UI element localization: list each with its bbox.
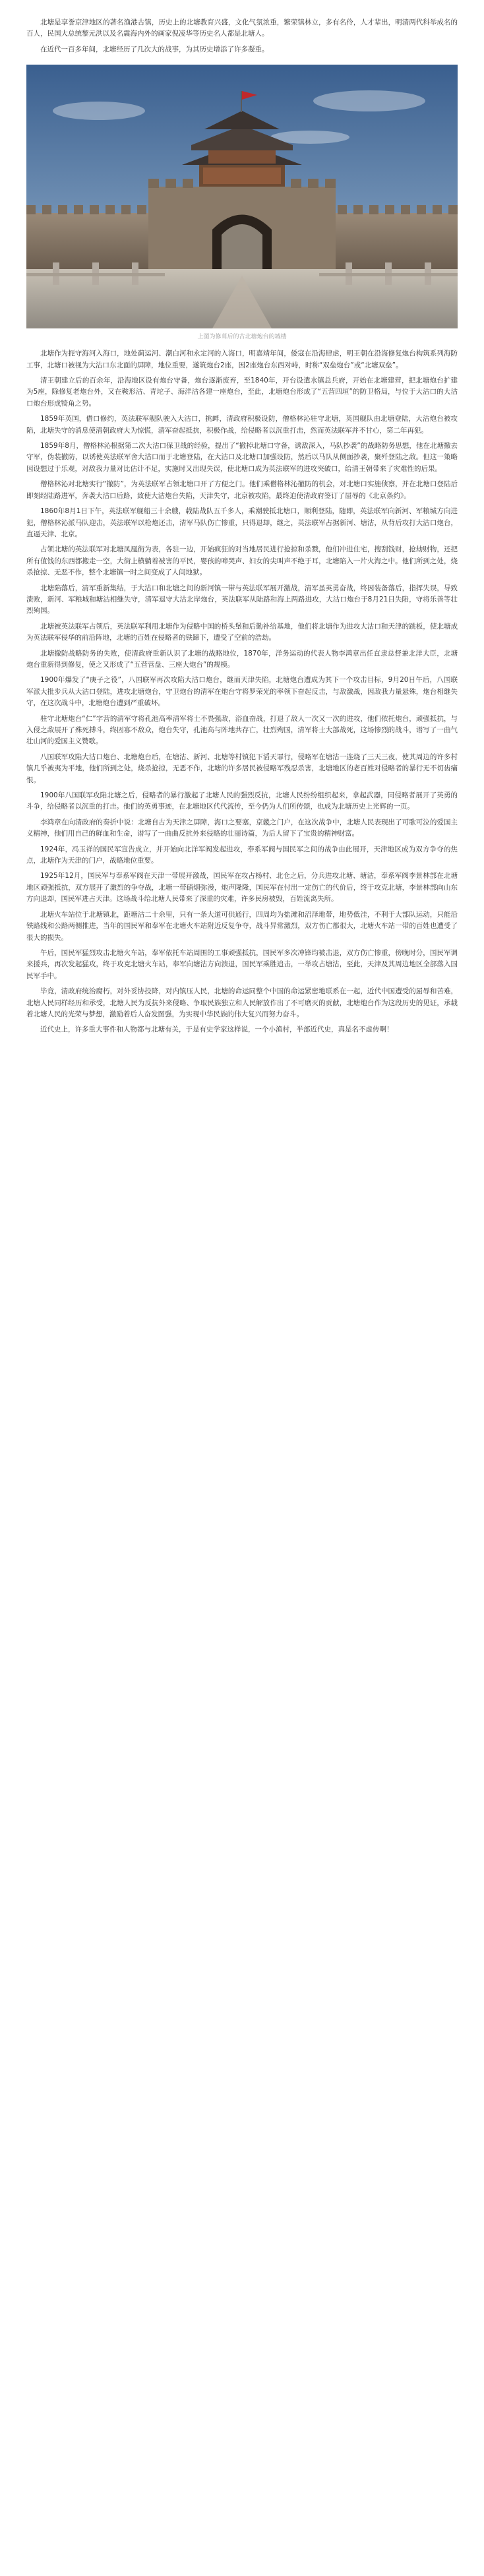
body-paragraph: 北塘火车站位于北塘镇北，距塘沽二十余里，只有一条大道可供通行，四周均为盐滩和沼泽地带，地势低洼，不利于大部队运动，只能沿铁路线和公路两侧推进，当年的国民军和奉军在北塘火车站附近反复争夺，战斗异常激烈，双方伤亡都很大，北塘火车站一带的百姓也遭受了很大的损失。 — [26, 910, 458, 942]
closing-paragraph: 近代史上，许多重大事件和人物都与北塘有关，于是有史学家这样说，一个小渔村，半部近代史，真是名不虚传啊！ — [40, 1026, 394, 1034]
body-paragraph: 毕竟，清政府统治腐朽，对外妥协投降，对内镇压人民，北塘的命运同整个中国的命运紧密地联系在一起，近代中国遭受的屈辱和苦难，北塘人民同样经历和承受，北塘人民为反抗外来侵略、争取民族独立和人民解放作出了不可磨灭的贡献，北塘炮台作为这段历史的见证，承载着北塘人民的光荣与梦想，激励着后人奋发图强，为实现中华民族的伟大复兴而努力奋斗。 — [26, 987, 458, 1018]
photo-caption: 上图为修葺后的古北塘炮台的城楼 — [197, 334, 287, 341]
body-paragraph: 北塘被英法联军占领后，英法联军利用北塘作为侵略中国的桥头堡和后勤补给基地，他们将北塘作为进攻大沽口和天津的跳板，使北塘成为英法联军侵华的前沿阵地，北塘的百姓在侵略者的铁蹄下，遭受了空前的浩劫。 — [26, 622, 458, 642]
intro-paragraph-2: 在近代一百多年间，北塘经历了几次大的战事，为其历史增添了许多凝重。 — [40, 45, 269, 53]
body-paragraph: 北塘作为扼守海河入海口，地处蓟运河、潮白河和永定河的入海口，明嘉靖年间，倭寇在沿海肆虐，明王朝在沿海修复炮台构筑系列海防工事，北塘口被视为大沽口东北面的屏障，地位重要，遂筑炮台2座，因2座炮台东西对峙，时称“双垒炮台”或“北塘双垒”。 — [26, 350, 458, 369]
intro-paragraph-1: 北塘是享誉京津地区的著名渔港古镇，历史上的北塘教育兴盛，文化气氛浓重，繁荣镇林立，多有名伶，人才辈出，明清两代科举成名的百人，民国大总统黎元洪以及名震海内外的画家倪凌华等历史名人都是北塘人。 — [26, 18, 458, 38]
body-paragraph: 李鸿章在向清政府的奏折中说：北塘自古为天津之屏障，海口之要塞，京畿之门户，在这次战争中，北塘人民表现出了可歌可泣的爱国主义精神，他们用自己的鲜血和生命，谱写了一曲曲反抗外来侵略的壮丽诗篇，为后人留下了宝贵的精神财富。 — [26, 818, 458, 838]
body-paragraph: 占领北塘的英法联军对北塘凤凰街为表，各驻一边，开始疯狂的对当地居民进行抢掠和杀戮，他们冲进住宅，搜刮钱财，抢劫财物，还把所有值钱的东西都搬走一空，大街上横躺着被害的平民，婴孩的啼哭声、妇女的尖叫声不绝于耳，北塘陷入一片火海之中。他们所到之处，烧杀抢掠、无恶不作，整个北塘镇一时之间变成了人间地狱。 — [26, 545, 458, 577]
beitang-fort-gate-photo — [26, 65, 458, 328]
body-paragraph: 清王朝建立后的百余年，沿海地区设有炮台守备，炮台逐渐废弃，至1840年，开台设遣水镇总兵府，开始在北塘建营，把北塘炮台扩建为5座，除修复老炮台外，又在鞍形沽、青坨子、海洋沽各建一座炮台，至此，北塘炮台形成了“五营四垣”的防卫格局，与位于大沽口的大沽口炮台形成犄角之势。 — [26, 377, 458, 408]
body-paragraph: 1860年8月1日下午，英法联军舰船三十余艘，载陆战队五千多人，乘潮驶抵北塘口，顺利登陆，随即，英法联军向新河、军粮城方向进犯，僧格林沁派马队迎击，英法联军以枪炮还击，清军马队伤亡惨重，只得退却，继之，英法联军占据新河、塘沽，从背后攻打大沽口炮台，直逼天津、北京。 — [26, 507, 458, 538]
body-paragraph: 午后，国民军猛烈攻击北塘火车站，奉军依托车站周围的工事顽强抵抗，国民军多次冲锋均被击退，双方伤亡惨重，傍晚时分，国民军调来援兵，再次发起猛攻，终于攻克北塘火车站，奉军向塘沽方向溃退，国民军乘胜追击，一举攻占塘沽，至此，天津及其周边地区全部落入国民军手中。 — [26, 948, 458, 980]
body-paragraph: 北塘撤防战略防务的失败，使清政府重新认识了北塘的战略地位，1870年，洋务运动的代表人物李鸿章出任直隶总督兼北洋大臣，北塘炮台重新得到修复，使之又形成了“五营营盘、三座大炮台”的规模。 — [26, 649, 458, 669]
body-paragraph: 1924年，冯玉祥的国民军宣告成立，并开始向北洋军阀发起进攻，奉系军阀与国民军之间的战争由此展开，天津地区成为双方争夺的焦点，北塘作为天津的门户，战略地位重要。 — [26, 845, 458, 865]
body-paragraph: 1859年英国，借口修约，英法联军舰队驶入大沽口，挑衅，清政府积极设防，僧格林沁驻守北塘，英国舰队由北塘登陆，大沽炮台被攻陷，北塘失守的消息使清朝政府大为惊慌，清军奋起抵抗，积极作战，给侵略者以沉重打击，然而英法联军并不甘心，第二年再犯。 — [26, 415, 458, 435]
body-paragraph: 北塘陷落后，清军重新集结，于大沽口和北塘之间的新河镇一带与英法联军展开激战，清军虽英勇奋战，终因装备落后，指挥失误，导致溃败，新河、军粮城和塘沽相继失守，清军退守大沽北岸炮台，英法联军从陆路和海上两路进攻，大沽口炮台于8月21日失陷，守将乐善等壮烈殉国。 — [26, 584, 458, 615]
body-paragraph: 僧格林沁对北塘实行“撤防”，为英法联军占领北塘口开了方便之门。他们乘僧格林沁撤防的机会，对北塘口实施侦察，并在北塘口登陆后即刻经陆路进军，奔袭大沽口后路，致使大沽炮台失陷，天津失守，北京被攻陷，最终迫使清政府签订了屈辱的《北京条约》。 — [26, 480, 458, 500]
body-paragraph: 1925年12月，国民军与奉系军阀在天津一带展开激战，国民军在攻占杨村、北仓之后，分兵进攻北塘、塘沽，奉系军阀李景林部在北塘地区顽强抵抗，双方展开了激烈的争夺战，北塘一带硝烟弥漫，炮声隆隆，国民军在付出一定伤亡的代价后，终于攻克北塘，李景林部向山东方向退却，国民军进占天津。这场战斗给北塘人民带来了深重的灾难，许多民房被毁，百姓流离失所。 — [26, 872, 458, 904]
body-paragraph: 1900年八国联军攻陷北塘之后，侵略者的暴行激起了北塘人民的强烈反抗，北塘人民纷纷组织起来，拿起武器，同侵略者展开了英勇的斗争，给侵略者以沉重的打击。他们的英勇事迹，在北塘地区代代流传，至今仍为人们所传颂，也成为北塘历史上光辉的一页。 — [26, 791, 458, 811]
photo-figure — [26, 65, 458, 342]
body-paragraph: 八国联军攻陷大沽口炮台、北塘炮台后，在塘沽、新河、北塘等村镇犯下滔天罪行，侵略军在塘沽一连烧了三天三夜，使其周边的许多村镇几乎被夷为平地，他们所到之处，烧杀抢掠，无恶不作，北塘的许多居民被侵略军残忍杀害，北塘地区的老百姓对侵略者的暴行无不切齿痛恨。 — [26, 752, 458, 784]
body-paragraph: 驻守北塘炮台“仁”字营的清军守将孔池高率清军将士不畏强敌，浴血奋战，打退了敌人一次又一次的进攻，他们依托炮台，顽强抵抗，与入侵之敌展开了殊死搏斗，终因寡不敌众，炮台失守，孔池高与阵地共存亡，壮烈殉国，清军将士大部战死，这场惨烈的战斗，谱写了一曲气壮山河的爱国主义赞歌。 — [26, 714, 458, 746]
article — [0, 0, 484, 1053]
body-paragraph: 1900年爆发了“庚子之役”，八国联军再次攻陷大沽口炮台，继而天津失陷，北塘炮台遭成为其下一个攻击目标，9月20日午后，八国联军派大批步兵从大沽口登陆，进攻北塘炮台，守卫炮台的清军在炮台守将罗荣光的率领下奋起反击，与敌激战，因敌我力量悬殊，炮台相继失守，在这次战斗中，北塘炮台遭到严重破坏。 — [26, 676, 458, 708]
body-paragraph: 1859年8月，僧格林沁根据第二次大沽口保卫战的经验，提出了“撤掉北塘口守备，诱敌深入，马队抄袭”的战略防务思想，他在北塘撤去守军，伪装撤防，以诱使英法联军舍大沽口而于北塘登陆，在大沽口及北塘口加强设防，然后以马队从侧面抄袭，聚歼登陆之敌。但这一策略因设想过于乐观，对敌我力量对比估计不足，实施时又出现失误，使北塘口成为英法联军的进攻突破口，给清王朝带来了灾难性的后果。 — [26, 442, 458, 473]
